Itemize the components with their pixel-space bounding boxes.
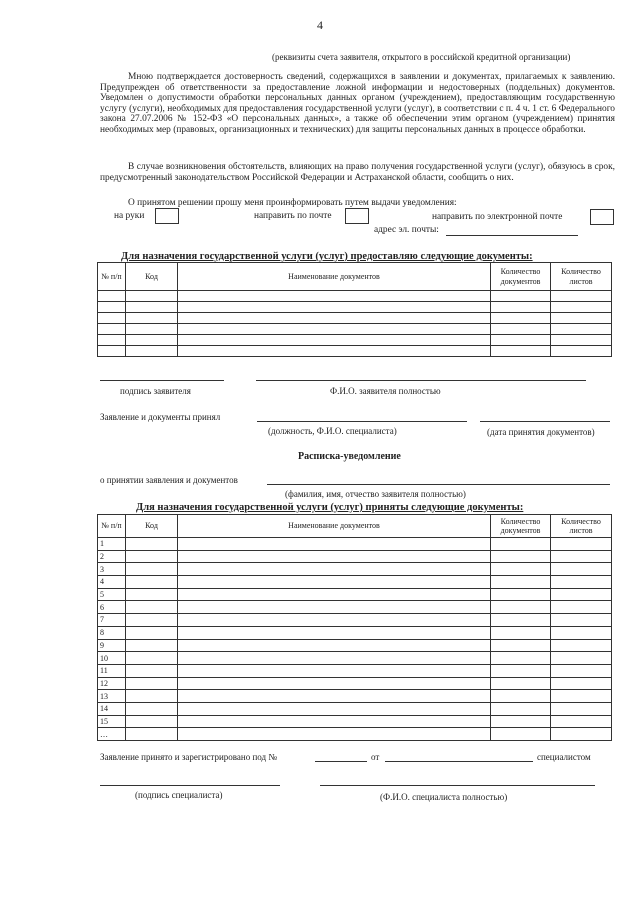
account-caption: (реквизиты счета заявителя, открытого в российской кредитной организации) [272,52,571,62]
col-name-header: Наименование документов [178,515,491,538]
table-row[interactable] [98,291,612,302]
table-row[interactable]: 9 [98,639,612,652]
table-row[interactable]: … [98,728,612,741]
table-row[interactable]: 6 [98,601,612,614]
obligation-paragraph: В случае возникновения обстоятельств, влияющих на право получения государственной услуги (услуг), обязуюсь в срок, предусмотренный законодательством Российской Федерации и Астраханской области, сообщить о них. [100,162,615,183]
email-label: адрес эл. почты: [374,225,439,235]
table-row[interactable]: 5 [98,588,612,601]
page-number: 4 [317,18,323,32]
consent-paragraph: Мною подтверждается достоверность сведений, содержащихся в заявлении и документах, прилагаемых к заявлению. Предупрежден об ответственности за предоставление ложной информации и недостоверных (поддельных) документов. Уведомлен о допустимости обработки персональных данных органом (учреждением), предоставляющим государственную услугу (услуги), необходимых для предоставления государственной услуги (услуг), в соответствии с п. 4 ч. 1 ст. 6 Федерального закона 27.07.2006 № 152-ФЗ «О персональных данных», а также об обеспечении этим органом (учреждением) принятия необходимых мер (правовых, организационных и технических) для защиты персональных данных в процессе обработки. [100,72,615,135]
table2-heading: Для назначения государственной услуги (услуг) приняты следующие документы: [136,502,524,513]
registered-from: от [371,752,380,762]
table-row[interactable] [98,313,612,324]
table-row[interactable] [98,324,612,335]
table-row[interactable]: 11 [98,664,612,677]
table1-heading: Для назначения государственной услуги (услуг) предоставляю следующие документы: [121,251,533,262]
table-row[interactable]: 7 [98,614,612,627]
table-row[interactable]: 3 [98,563,612,576]
col-num-header: № п/п [98,515,126,538]
in-hand-checkbox[interactable] [155,208,179,224]
table-row[interactable] [98,335,612,346]
specialist-fio-line[interactable] [320,785,595,786]
table-row[interactable]: 1 [98,538,612,551]
applicant-name-line[interactable] [267,484,610,485]
email-input-line[interactable] [446,235,578,236]
option-by-email-label: направить по электронной почте [432,212,563,222]
applicant-fio-line[interactable] [256,380,586,381]
table-row[interactable]: 2 [98,550,612,563]
notify-text: О принятом решении прошу меня проинформировать путем выдачи уведомления: [128,198,457,208]
signature-caption: подпись заявителя [120,386,191,396]
table-row[interactable]: 10 [98,652,612,665]
registration-date-line[interactable] [385,761,533,762]
table-row[interactable]: 13 [98,690,612,703]
col-count-header: Количество документов [491,515,551,538]
col-num-header: № п/п [98,263,126,291]
table-row[interactable]: 12 [98,677,612,690]
registration-number-line[interactable] [315,761,367,762]
applicant-signature-line[interactable] [100,380,224,381]
applicant-caption: (фамилия, имя, отчество заявителя полностью) [285,489,466,499]
documents-table-accepted [97,514,612,741]
col-sheets-header: Количество листов [551,515,612,538]
date-caption: (дата принятия документов) [487,427,595,437]
option-in-hand-label: на руки [114,211,145,221]
by-mail-checkbox[interactable] [345,208,369,224]
table-row[interactable] [98,302,612,313]
specialist-signature-caption: (подпись специалиста) [135,790,223,800]
col-name-header: Наименование документов [178,263,491,291]
table-row[interactable]: 15 [98,715,612,728]
col-code-header: Код [126,515,178,538]
receipt-label: о принятии заявления и документов [100,475,238,485]
table-row[interactable] [98,346,612,357]
table-row[interactable]: 4 [98,576,612,589]
registered-prefix: Заявление принято и зарегистрировано под № [100,752,277,762]
table-row[interactable]: 8 [98,626,612,639]
option-by-mail-label: направить по почте [254,211,332,221]
col-code-header: Код [126,263,178,291]
date-line[interactable] [480,421,610,422]
col-count-header: Количество документов [491,263,551,291]
col-sheets-header: Количество листов [551,263,612,291]
accepted-label: Заявление и документы принял [100,412,221,422]
registered-suffix: специалистом [537,752,591,762]
fio-caption: Ф.И.О. заявителя полностью [330,386,441,396]
table-row[interactable]: 14 [98,702,612,715]
specialist-signature-line[interactable] [100,785,280,786]
documents-table-provided [97,262,612,357]
official-line[interactable] [257,421,467,422]
specialist-fio-caption: (Ф.И.О. специалиста полностью) [380,792,508,802]
by-email-checkbox[interactable] [590,209,614,225]
official-caption: (должность, Ф.И.О. специалиста) [268,426,397,436]
receipt-title: Расписка-уведомление [298,451,401,462]
